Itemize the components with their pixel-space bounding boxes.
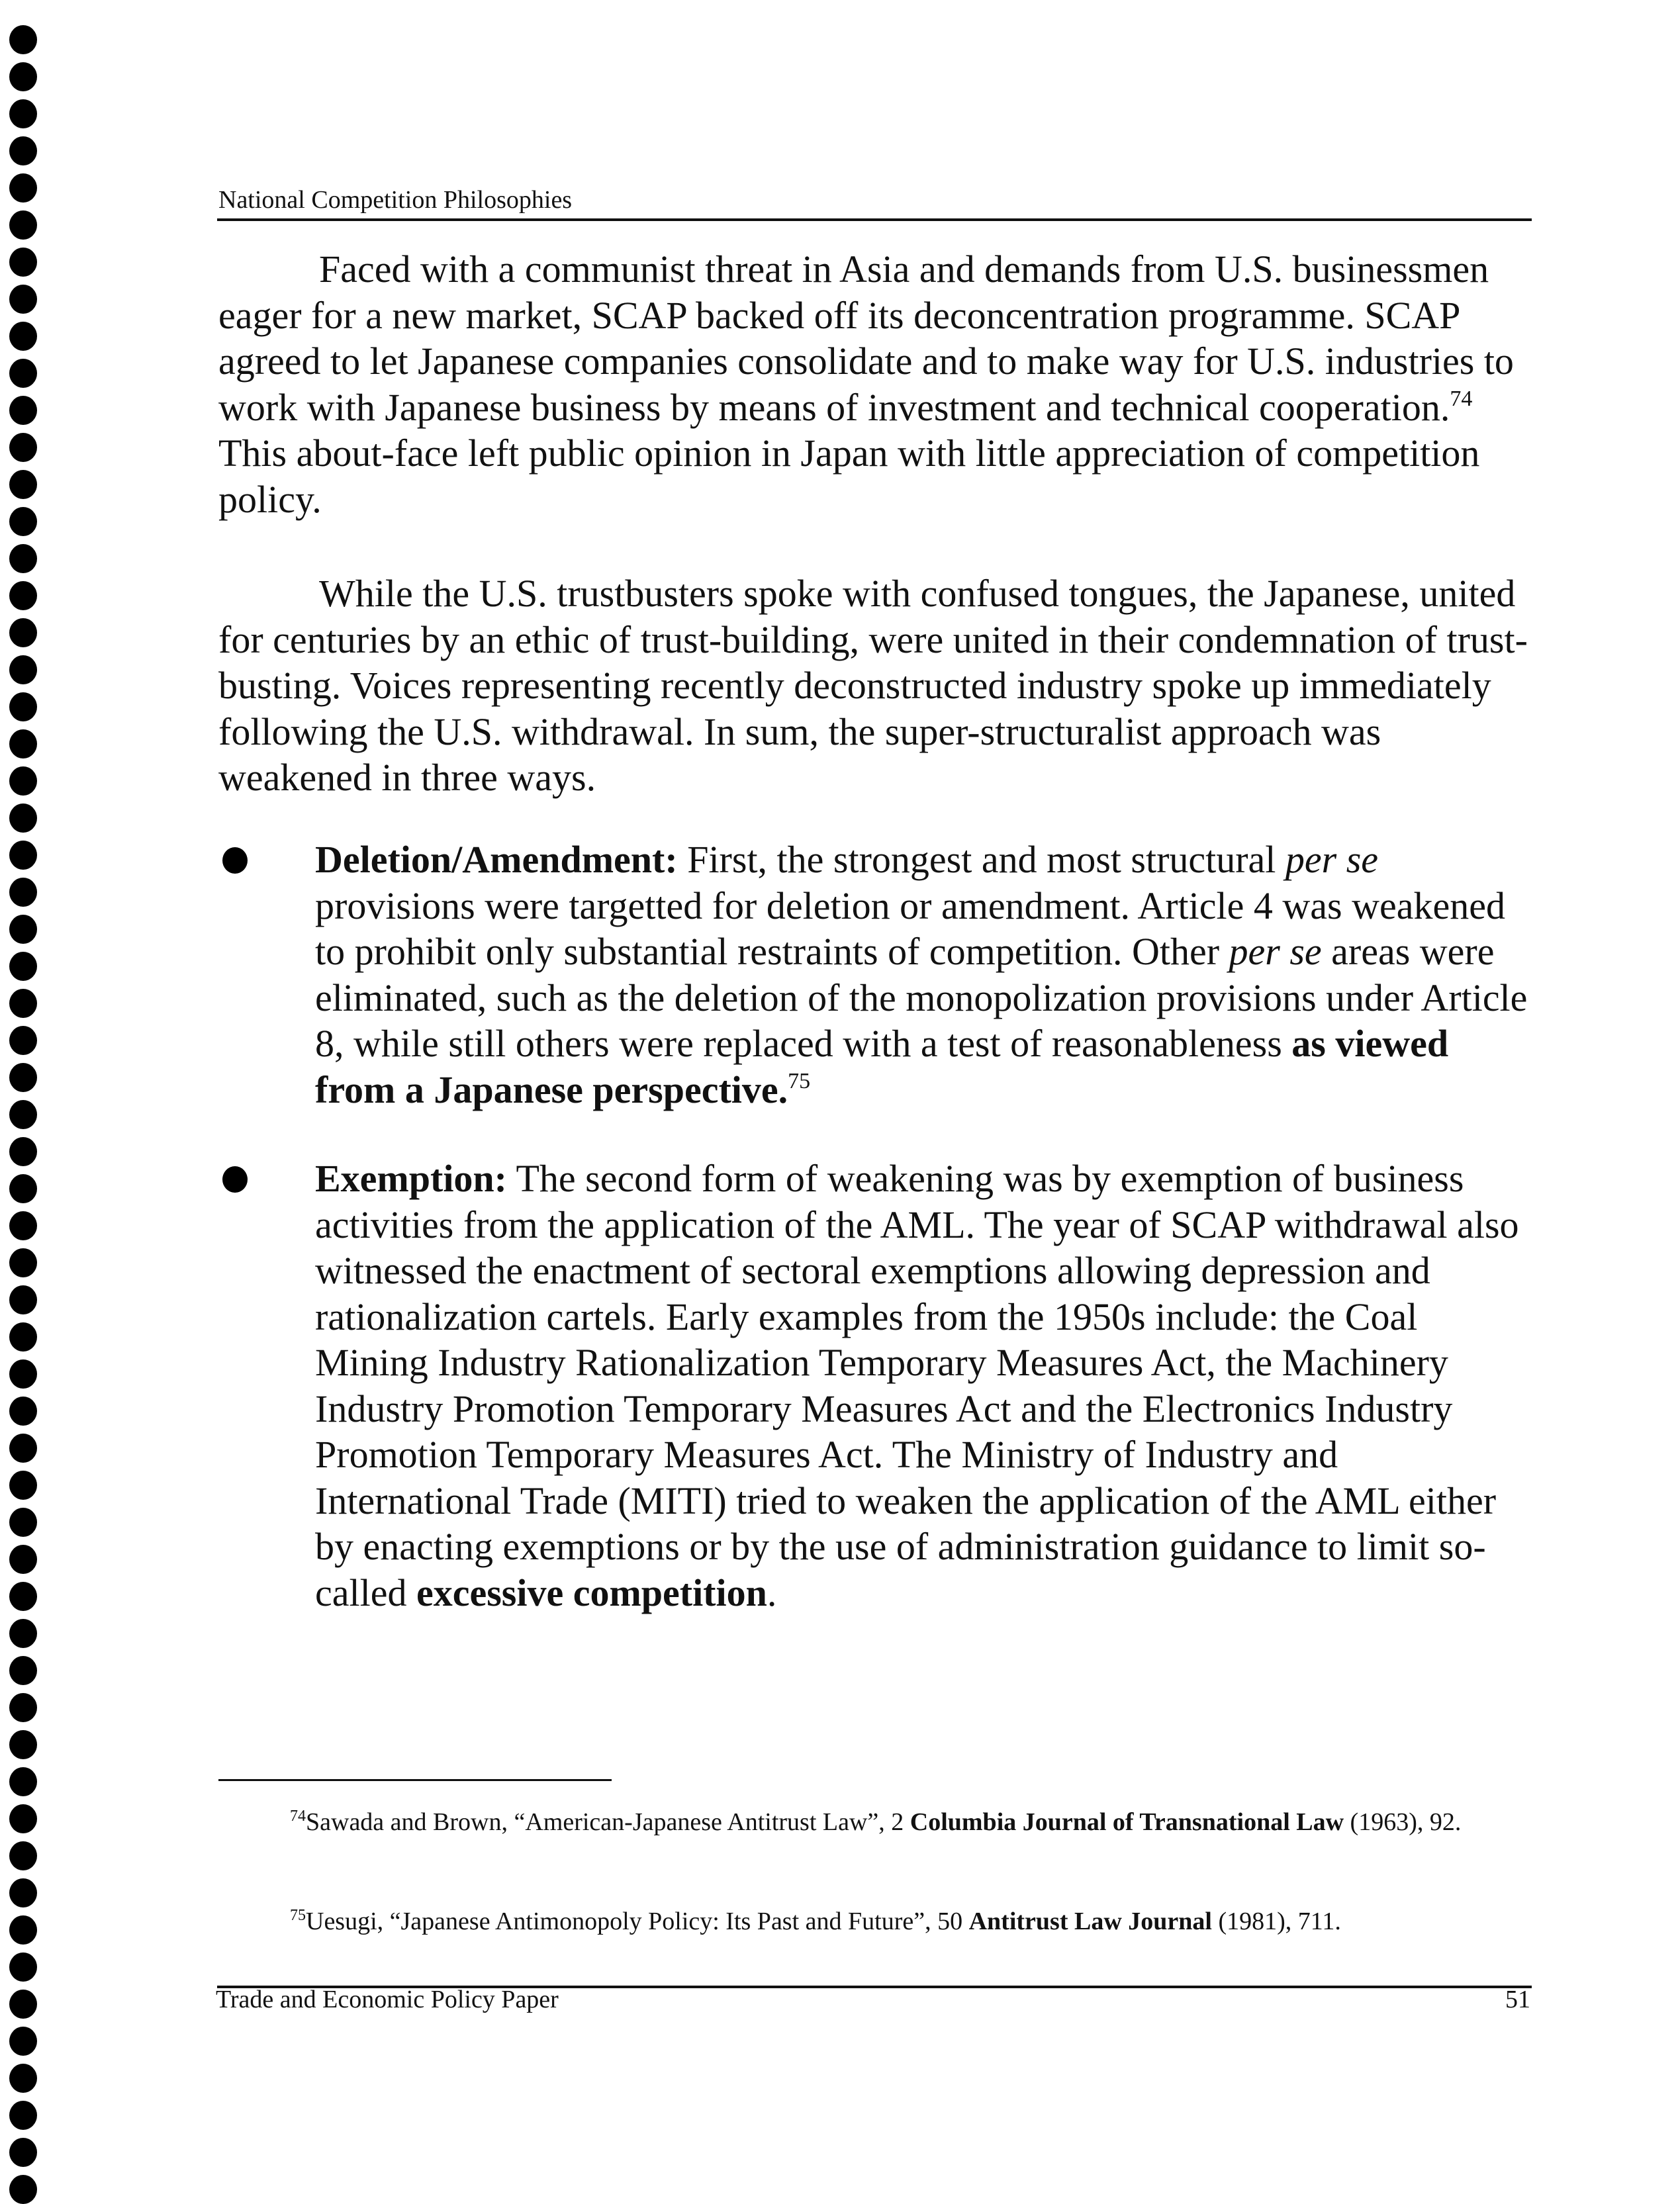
binding-hole bbox=[9, 1804, 37, 1833]
binding-hole bbox=[9, 1026, 37, 1055]
binding-hole bbox=[9, 1915, 37, 1945]
binding-hole bbox=[9, 1211, 37, 1240]
binding-hole bbox=[9, 2027, 37, 2056]
paragraph-1: Faced with a communist threat in Asia and demands from U.S. businessmen eager for a new market, SCAP backed off its deconcentration programme. SCAP agreed to let Japanese companies consolidate and to make way for U.S. industries to work with Japanese business by means of investment and technical cooperation.$^{74}$ This about-face left public opinion in Japan with little appreciation of competition policy. bbox=[218, 248, 1514, 521]
footnote-rule bbox=[218, 1779, 612, 1781]
binding-hole bbox=[9, 136, 37, 165]
binding-hole bbox=[9, 915, 37, 944]
binding-hole bbox=[9, 952, 37, 981]
binding-hole bbox=[9, 285, 37, 314]
bullet-item-exemption: Exemption: The second form of weakening was by exemption of business activities from the application of the AML. The year of SCAP withdrawal also witnessed the enactment of sectoral exemptions allowing depression and rationalization cartels. Early examples from the 1950s include: the Coal Mining Industry Rationalization Temporary Measures Act, the Machinery Industry Promotion Temporary Measures Act and the Electronics Industry Promotion Temporary Measures Act. The Ministry of Industry and International Trade (MITI) tried to weaken the application of the AML either by enacting exemptions or by the use of administration guidance to limit so-called excessive competition. bbox=[218, 1156, 1529, 1616]
binding-hole bbox=[9, 1508, 37, 1537]
binding-hole bbox=[9, 359, 37, 388]
footnote-ref-74: 74 bbox=[1450, 386, 1473, 411]
binding-hole bbox=[9, 1248, 37, 1277]
binding-hole bbox=[9, 655, 37, 684]
binding-hole bbox=[9, 433, 37, 462]
binding-hole bbox=[9, 2138, 37, 2167]
binding-hole bbox=[9, 173, 37, 203]
binding-hole bbox=[9, 581, 37, 610]
running-header: National Competition Philosophies bbox=[218, 186, 573, 214]
binding-hole bbox=[9, 99, 37, 128]
paragraph-2: While the U.S. trustbusters spoke with confused tongues, the Japanese, united for centuries by an ethic of trust-building, were united in their condemnation of trust-busting. Voices representing recently deconstructed industry spoke up immediately following the U.S. withdrawal. In sum, the super-structuralist approach was weakened in three ways. bbox=[218, 572, 1528, 799]
binding-hole bbox=[9, 1952, 37, 1982]
binding-hole bbox=[9, 25, 37, 54]
binding-hole bbox=[9, 1619, 37, 1648]
binding-hole bbox=[9, 878, 37, 907]
footnote-ref-75: 75 bbox=[788, 1068, 811, 1093]
binding-hole bbox=[9, 1471, 37, 1500]
binding-hole bbox=[9, 1174, 37, 1203]
binding-hole bbox=[9, 1100, 37, 1129]
binding-hole bbox=[9, 1878, 37, 1907]
binding-hole bbox=[9, 1322, 37, 1352]
binding-hole bbox=[9, 1137, 37, 1166]
binding-hole bbox=[9, 507, 37, 536]
binding-hole bbox=[9, 618, 37, 647]
binding-hole bbox=[9, 1730, 37, 1759]
binding-hole bbox=[9, 322, 37, 351]
binding-hole bbox=[9, 729, 37, 758]
binding-hole bbox=[9, 396, 37, 425]
binding-hole bbox=[9, 544, 37, 573]
binding-hole bbox=[9, 1359, 37, 1389]
binding-hole bbox=[9, 989, 37, 1018]
footnote-75: $^{75}$Uesugi, “Japanese Antimonopoly Policy: Its Past and Future”, 50 Antitrust Law Journal (1981), 711. bbox=[290, 1907, 1341, 1935]
bullet-term: Deletion/Amendment: bbox=[315, 838, 678, 881]
bullet-icon bbox=[222, 1166, 248, 1193]
page-number: 51 bbox=[1505, 1986, 1530, 2013]
binding-hole bbox=[9, 210, 37, 240]
binding-hole bbox=[9, 2101, 37, 2130]
footnote-74: $^{74}$Sawada and Brown, “American-Japanese Antitrust Law”, 2 Columbia Journal of Transnational Law (1963), 92. bbox=[290, 1808, 1462, 1836]
bullet-icon bbox=[222, 847, 248, 874]
binding-hole bbox=[9, 1693, 37, 1722]
binding-holes bbox=[0, 0, 60, 2195]
binding-hole bbox=[9, 766, 37, 796]
binding-hole bbox=[9, 2064, 37, 2093]
footer-title: Trade and Economic Policy Paper bbox=[216, 1986, 559, 2013]
binding-hole bbox=[9, 1397, 37, 1426]
binding-hole bbox=[9, 1841, 37, 1870]
binding-hole bbox=[9, 841, 37, 870]
binding-hole bbox=[9, 1285, 37, 1314]
binding-hole bbox=[9, 1767, 37, 1796]
header-rule bbox=[217, 218, 1532, 221]
binding-hole bbox=[9, 1582, 37, 1611]
binding-hole bbox=[9, 804, 37, 833]
binding-hole bbox=[9, 1434, 37, 1463]
binding-hole bbox=[9, 1656, 37, 1685]
bullet-term: Exemption: bbox=[315, 1157, 507, 1200]
binding-hole bbox=[9, 470, 37, 499]
binding-hole bbox=[9, 1545, 37, 1574]
binding-hole bbox=[9, 2175, 37, 2204]
binding-hole bbox=[9, 1990, 37, 2019]
binding-hole bbox=[9, 62, 37, 91]
binding-hole bbox=[9, 248, 37, 277]
bullet-item-deletion: Deletion/Amendment: First, the strongest and most structural per se provisions were targetted for deletion or amendment. Article 4 was weakened to prohibit only substantial restraints of competition. Other per se areas were eliminated, such as the deletion of the monopolization provisions under Article 8, while still others were replaced with a test of reasonableness as viewed from a Japanese perspective.$^{75}$ bbox=[218, 837, 1529, 1113]
binding-hole bbox=[9, 692, 37, 721]
binding-hole bbox=[9, 1063, 37, 1092]
